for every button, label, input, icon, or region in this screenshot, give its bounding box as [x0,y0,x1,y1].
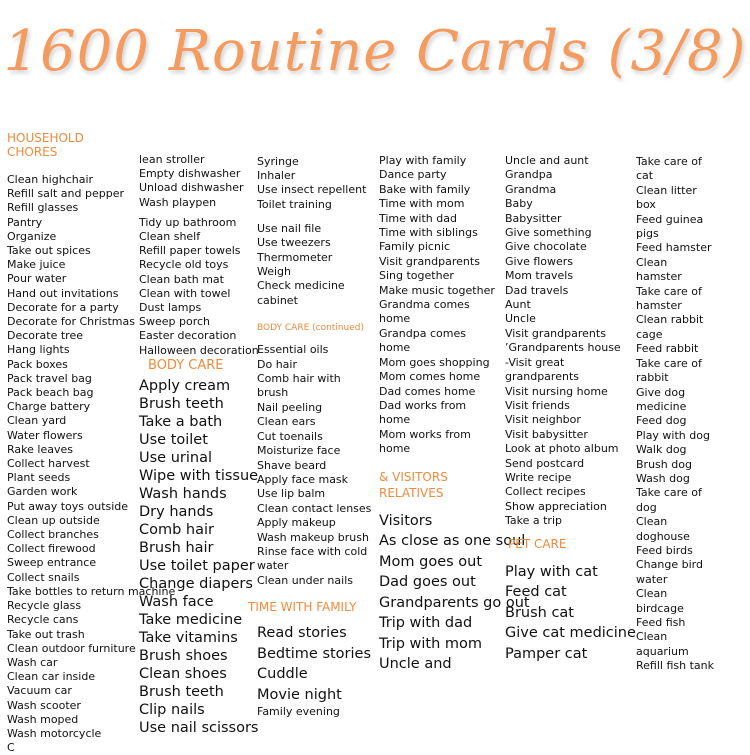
list-item: Sweep porch [139,315,211,329]
list-item: Collect recipes [505,485,586,499]
relatives-list [505,154,627,529]
list-item: Pack beach bag [7,386,94,400]
list-item: Grandma [505,182,557,196]
list-item: Water flowers [7,428,83,442]
list-item: Thermometer [257,250,333,264]
list-item: Uncle [505,312,536,326]
list-item: Wash car [7,655,58,669]
list-item: Put away toys outside [7,499,129,513]
section-header-body-care: BODY CARE [148,357,224,373]
list-item: Uncle and aunt [505,154,589,167]
list-item: Grandpa comes home [379,326,466,355]
list-item: Visit grandparents [379,254,480,268]
list-item: Visit nursing home [505,384,608,398]
list-item: Brush teeth [139,683,224,700]
list-item: Apply face mask [257,472,349,486]
list-item: Halloween decoration [139,343,259,357]
list-item: Use nail scissors [139,719,259,736]
list-item: Wash makeup brush [257,530,369,544]
list-item: Essential oils [257,343,329,357]
list-item: Hand out invitations [7,286,119,300]
list-item: Take out trash [7,627,85,641]
column-3 [248,155,375,719]
list-item: Dust lamps [139,301,202,315]
list-item: Uncle and [379,656,452,673]
list-item: Visit babysitter [505,427,588,441]
list-item: Dad comes home [379,384,476,398]
list-item: Feed birds [636,543,693,557]
list-item: Cut toenails [257,429,323,443]
list-item: Refill paper towels [139,244,241,258]
list-item: Grandparents go out [379,594,530,611]
list-item: Grandpa [505,168,553,182]
list-item: Clean contact lenses [257,501,372,515]
list-item: Use urinal [139,449,212,466]
list-item: Family picnic [379,240,451,254]
section-header-pet-care: PET CARE [508,536,567,551]
list-item: Decorate for Christmas [7,315,135,329]
list-item: Give flowers [505,254,574,268]
list-item: Hang lights [7,343,70,357]
list-item: Clean ears [257,415,316,429]
list-item: Visit neighbor [505,413,581,427]
list-item: Rake leaves [7,442,73,456]
column-2 [139,153,259,737]
list-item: Clean bath mat [139,272,224,286]
list-item: Comb hair [139,521,214,538]
list-item: Brush dog [636,457,692,471]
list-item: Take a bath [139,413,223,430]
list-item: Clean shoes [139,665,227,682]
list-item: Time with dad [379,211,457,225]
list-item: Play with dog [636,428,710,442]
list-item: Feed dog [636,414,687,428]
list-item: Clean yard [7,414,67,428]
list-item: Check medicine cabinet [257,279,345,307]
list-item: Wash scooter [7,698,81,712]
list-item: Shave beard [257,458,327,472]
list-item: Feed hamster [636,241,712,255]
list-item: Time with siblings [379,226,478,240]
section-header-time-with-family: TIME WITH FAMILY [248,600,357,615]
column-5 [505,154,636,664]
section-header-body-care-continued: BODY CARE (continued) [257,323,365,334]
pet-care-list [505,562,636,665]
list-item: Wash playpen [139,195,217,209]
list-item: Toilet training [257,197,332,211]
list-item: Take care of cat [636,155,702,183]
list-item: Take vitamins [139,629,238,646]
list-item: Charge battery [7,400,91,414]
list-item: Dad goes out [379,574,476,591]
list-item: Recycle glass [7,599,82,613]
list-item: Mom works from home [379,427,471,456]
household-list-cont-2 [139,215,259,358]
list-item: Clean up outside [7,513,100,527]
list-item: Visitors [379,512,433,529]
list-item: Wash dog [636,471,690,485]
list-item: Play with family [379,154,467,167]
list-item: Sweep entrance [7,556,97,570]
list-item: Write recipe [505,470,572,484]
list-item: Decorate tree [7,329,83,343]
list-item: Give dog medicine [636,385,687,413]
list-item: Pack boxes [7,357,68,371]
list-item: Sing together [379,269,454,283]
list-item: Bedtime stories [257,645,372,662]
list-item: Feed guinea pigs [636,212,704,241]
body-care-list-a [257,155,375,212]
section-header-visitors-relatives: & VISITORS RELATIVES [379,469,448,500]
list-item: Empty dishwasher [139,167,241,181]
list-item: Take care of rabbit [636,356,702,385]
list-item: Dry hands [139,503,214,520]
list-item: Wipe with tissue [139,467,259,484]
list-item: Clean doghouse [636,515,690,543]
list-item: Dance party [379,168,447,182]
list-item: Pamper cat [505,645,588,662]
list-item: Pour water [7,272,67,286]
list-item: Brush cat [505,604,574,621]
list-item: Inhaler [257,169,296,183]
body-care-list-b [257,222,375,308]
list-item: Brush shoes [139,647,228,664]
list-item: Clip nails [139,701,205,718]
list-item: Clean birdcage [636,587,684,615]
list-item: Refill glasses [7,201,79,215]
list-item: Trip with dad [379,615,473,632]
list-item: Take a trip [505,514,562,528]
family-list [379,154,499,457]
list-item: Weigh [257,265,292,279]
list-item: Show appreciation [505,499,607,513]
list-item: Use toilet [139,431,208,448]
list-item: Plant seeds [7,471,71,485]
list-item: -Visit great grandparents [505,355,579,384]
list-item: Apply cream [139,377,231,394]
list-item: Movie night [257,686,342,703]
list-item: Play with cat [505,563,598,580]
body-care-list-c [257,343,375,588]
list-item: Collect harvest [7,457,90,471]
household-list-cont [139,153,251,210]
list-item: Mom goes shopping [379,355,490,369]
list-item: Brush teeth [139,395,224,412]
list-item: Unload dishwasher [139,181,244,195]
list-item: Garden work [7,485,78,499]
section-header-household: HOUSEHOLD CHORES [7,131,84,159]
list-item: Decorate for a party [7,300,119,314]
list-item: Take out spices [7,244,91,258]
list-item: Collect firewood [7,542,96,556]
list-item: Time with mom [379,197,465,211]
list-item: Do hair [257,357,297,371]
list-item: Take medicine [139,611,243,628]
list-item: Visit friends [505,398,570,412]
page-title: 1600 Routine Cards (3/8) [3,19,747,84]
list-item: As close as one soul [379,533,526,550]
body-care-list [139,377,259,737]
list-item: Collect snails [7,570,80,584]
list-item: Brush hair [139,539,214,556]
list-item: Pack travel bag [7,371,92,385]
list-item: Syringe [257,155,299,168]
list-item: C [7,741,15,755]
list-item: Recycle old toys [139,258,229,272]
column-6 [636,155,714,674]
list-item: Clean with towel [139,286,231,300]
list-item: Babysitter [505,211,562,225]
list-item: Use nail file [257,221,322,235]
list-item: Wash moped [7,712,79,726]
list-item: Walk dog [636,443,687,457]
list-item: Use toilet paper [139,557,255,574]
list-item: Send postcard [505,456,585,470]
list-item: Visit grandparents [505,326,606,340]
list-item: Pantry [7,215,43,229]
list-item: Mom travels [505,269,574,283]
pet-care-list-cont [636,155,714,674]
list-item: Clean car inside [7,670,96,684]
list-item: Look at photo album [505,442,619,456]
list-item: Feed fish [636,616,686,629]
list-item: Baby [505,197,533,211]
list-item: Refill salt and pepper [7,187,124,201]
list-item: Rinse face with cold water [257,544,368,573]
list-item: Take bottles to return machine [7,584,176,598]
visitors-list [379,511,530,675]
list-item: Nail peeling [257,400,323,414]
list-item: Use lip balm [257,487,326,501]
list-item: Feed cat [505,584,567,601]
list-item: Family evening [257,705,340,719]
list-item: Organize [7,229,57,243]
list-item: Wash motorcycle [7,726,102,740]
list-item: Bake with family [379,182,471,196]
list-item: Grandma comes home [379,298,470,326]
list-item: Vacuum car [7,684,72,698]
list-item: Collect branches [7,528,99,542]
list-item: Give something [505,226,592,240]
list-item: Change diapers [139,575,253,592]
list-item: Dad works from home [379,398,467,427]
family-list-big [257,623,375,705]
list-item: Give chocolate [505,240,587,254]
list-item: Clean hamster [636,255,682,284]
list-item: Use insect repellent [257,183,367,197]
list-item: Use tweezers [257,236,331,250]
list-item: Clean outdoor furniture [7,641,136,655]
list-item: Mom goes out [379,553,483,570]
list-item: Make music together [379,283,495,297]
list-item: Dad travels [505,283,569,297]
list-item: Wash hands [139,485,227,502]
list-item: Moisturize face [257,444,341,458]
list-item: Cuddle [257,666,308,683]
list-item: Clean litter box [636,183,697,212]
list-item: Recycle cans [7,613,79,627]
list-item: Feed rabbit [636,342,699,356]
list-item: Clean under nails [257,573,353,587]
list-item: Take care of dog [636,486,702,514]
list-item: Clean highchair [7,173,94,186]
list-item: Tidy up bathroom [139,215,237,229]
list-item: Read stories [257,625,347,642]
list-item: lean stroller [139,153,205,166]
list-item: ’Grandparents house [505,341,621,355]
list-item: Easter decoration [139,329,237,343]
list-item: Take care of hamster [636,284,702,313]
list-item: Trip with mom [379,635,483,652]
list-item: Aunt [505,298,531,312]
list-item: Comb hair with brush [257,372,341,400]
list-item: Make juice [7,258,66,272]
list-item: Clean shelf [139,230,201,244]
list-item: Clean aquarium [636,630,689,658]
list-item: Refill fish tank [636,659,714,673]
list-item: Apply makeup [257,516,336,530]
list-item: Change bird water [636,558,703,586]
list-item: Clean rabbit cage [636,313,704,341]
list-item: Mom comes home [379,370,481,384]
list-item: Wash face [139,593,214,610]
list-item: Give cat medicine [505,625,636,642]
